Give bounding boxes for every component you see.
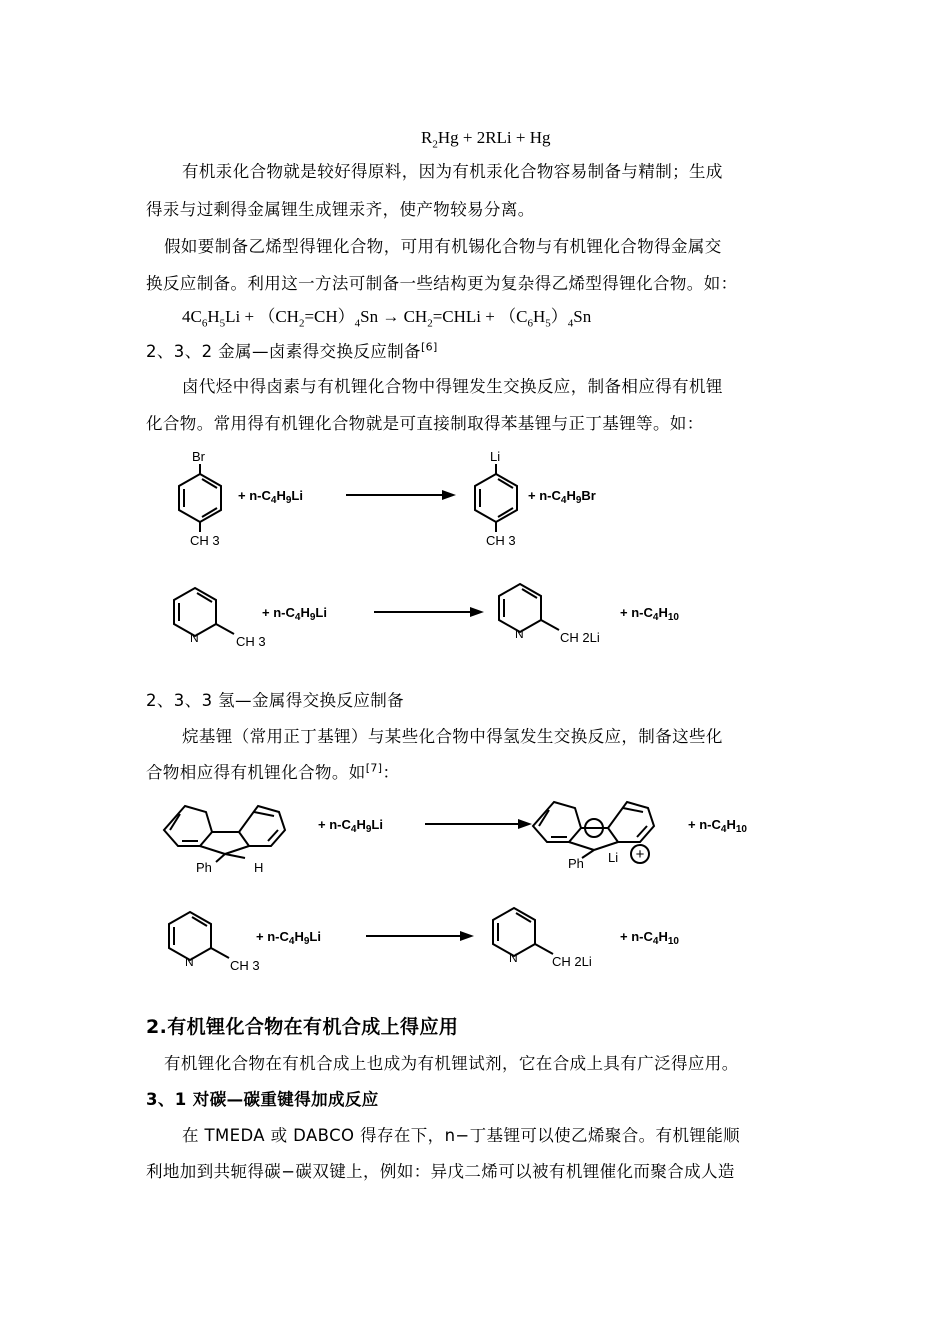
byproduct-label: + $n-C_4H_{10}$ [620,605,679,623]
nitrogen-label: N [509,951,518,965]
reaction-scheme-fluorene [150,790,790,885]
methyl-label: CH 3 [230,958,260,973]
pyridine-ring-icon [174,588,234,636]
methyl-label: CH 3 [190,533,220,548]
phenyl-label: Ph [568,856,584,871]
hydrogen-label: H [254,860,264,875]
section-heading-2: 2.有机锂化合物在有机合成上得应用 [146,1016,459,1038]
paragraph-line: 换反应制备。利用这一方法可制备一些结构更为复杂得乙烯型得锂化合物。如： [146,274,738,293]
ch2li-label: CH 2Li [560,630,600,645]
subsection-heading-2-3-2: 2、3、2 金属—卤素得交换反应制备[6] [146,340,438,361]
reaction-scheme-picoline-2 [150,896,720,981]
reaction-scheme-bromotoluene [150,448,670,558]
paragraph-line: 假如要制备乙烯型得锂化合物，可用有机锡化合物与有机锂化合物得金属交 [164,237,722,256]
reaction-arrow-icon [425,819,532,829]
subsection-heading-2-3-3: 2、3、3 氢—金属得交换反应制备 [146,691,405,710]
pyridine-ring-icon [499,584,559,632]
reagent-label: + $n-C_4H_9Li$ [256,929,321,947]
minus-charge-label: − [589,820,599,837]
ch2li-label: CH 2Li [552,954,592,969]
nitrogen-label: N [190,631,199,645]
paragraph-line: 卤代烃中得卤素与有机锂化合物中得锂发生交换反应，制备相应得有机锂 [182,377,723,396]
pyridine-ring-icon [493,908,553,956]
paragraph-line: 在 TMEDA 或 DABCO 得存在下，n−丁基锂可以使乙烯聚合。有机锂能顺 [182,1126,741,1145]
plus-charge-label: + [635,846,645,863]
fluorene-icon [164,806,285,862]
methyl-label: CH 3 [486,533,516,548]
paragraph-line: 化合物。常用得有机锂化合物就是可直接制取得苯基锂与正丁基锂等。如： [146,414,704,433]
lithium-label: Li [608,850,619,865]
paragraph-line: 合物相应得有机锂化合物。如[7]： [146,761,400,782]
equation-vinyllithium: $4C_6H_5Li + (CH_2=CH)_4Sn$ → $CH_2=CHLi + (C_6H_5)_4Sn$ [182,307,592,330]
byproduct-label: + $n-C_4H_9Br$ [528,488,596,506]
reaction-scheme-picoline [150,572,720,657]
nitrogen-label: N [185,955,194,969]
equation-r2hg: $R_2Hg + 2RLi + Hg$ [421,128,551,151]
reagent-label: + $n-C_4H_9Li$ [262,605,327,623]
benzene-ring-icon [179,464,221,532]
paragraph-line: 利地加到共轭得碳−碳双键上，例如：异戊二烯可以被有机锂催化而聚合成人造 [146,1162,735,1181]
phenyl-label: Ph [196,860,212,875]
reaction-arrow-icon [366,931,474,941]
reagent-label: + $n-C_4H_9Li$ [238,488,303,506]
lithium-label: Li [490,449,501,464]
paragraph-line: 烷基锂（常用正丁基锂）与某些化合物中得氢发生交换反应，制备这些化 [182,727,723,746]
paragraph-line: 得汞与过剩得金属锂生成锂汞齐，使产物较易分离。 [146,200,535,219]
reagent-label: + $n-C_4H_9Li$ [318,817,383,835]
pyridine-ring-icon [169,912,229,960]
paragraph-line: 有机汞化合物就是较好得原料，因为有机汞化合物容易制备与精制；生成 [182,162,723,181]
byproduct-label: + $n-C_4H_{10}$ [688,817,747,835]
bromine-label: Br [192,449,205,464]
benzene-ring-icon [475,464,517,532]
subsection-heading-3-1: 3、1 对碳—碳重键得加成反应 [146,1090,379,1109]
nitrogen-label: N [515,627,524,641]
byproduct-label: + $n-C_4H_{10}$ [620,929,679,947]
reaction-arrow-icon [374,607,484,617]
methyl-label: CH 3 [236,634,266,649]
reaction-arrow-icon [346,490,456,500]
paragraph-line: 有机锂化合物在有机合成上也成为有机锂试剂，它在合成上具有广泛得应用。 [164,1054,739,1073]
